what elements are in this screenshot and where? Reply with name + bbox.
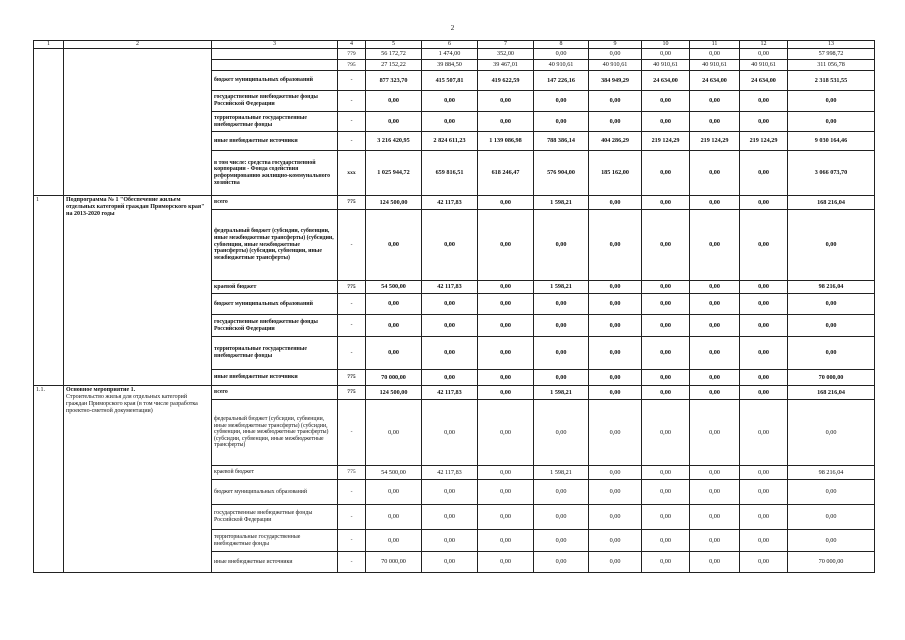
year-value-cell: 24 634,00 xyxy=(642,71,690,91)
column-number-header: 7 xyxy=(478,41,534,49)
year-value-cell: 56 172,72 xyxy=(366,49,422,60)
column-number-header: 12 xyxy=(740,41,788,49)
year-value-cell: 0,00 xyxy=(478,552,534,573)
budget-code-cell: 779 xyxy=(338,49,366,60)
year-value-cell: 0,00 xyxy=(690,281,740,294)
budget-code-cell: 775 xyxy=(338,281,366,294)
year-value-cell: 40 910,61 xyxy=(589,60,642,71)
funding-source-cell: всего xyxy=(212,386,338,400)
year-value-cell: 1 139 086,98 xyxy=(478,132,534,151)
budget-code-cell: 775 xyxy=(338,466,366,480)
column-number-header: 5 xyxy=(366,41,422,49)
year-value-cell: 124 500,00 xyxy=(366,386,422,400)
year-value-cell: 1 025 944,72 xyxy=(366,151,422,196)
year-value-cell: 0,00 xyxy=(478,91,534,112)
year-value-cell: 1 474,00 xyxy=(422,49,478,60)
year-value-cell: 0,00 xyxy=(740,400,788,466)
year-value-cell: 0,00 xyxy=(690,196,740,210)
funding-source-cell: всего xyxy=(212,196,338,210)
total-value-cell: 57 998,72 xyxy=(788,49,875,60)
year-value-cell: 0,00 xyxy=(589,400,642,466)
total-value-cell: 98 216,04 xyxy=(788,466,875,480)
year-value-cell: 70 000,00 xyxy=(366,552,422,573)
column-number-header: 13 xyxy=(788,41,875,49)
year-value-cell: 415 507,81 xyxy=(422,71,478,91)
year-value-cell: 0,00 xyxy=(690,466,740,480)
year-value-cell: 0,00 xyxy=(366,315,422,337)
year-value-cell: 0,00 xyxy=(642,281,690,294)
year-value-cell: 42 117,83 xyxy=(422,196,478,210)
year-value-cell: 0,00 xyxy=(740,196,788,210)
column-number-header: 8 xyxy=(534,41,589,49)
year-value-cell: 0,00 xyxy=(422,210,478,281)
year-value-cell: 1 598,21 xyxy=(534,466,589,480)
year-value-cell: 0,00 xyxy=(478,530,534,552)
year-value-cell: 0,00 xyxy=(690,386,740,400)
budget-code-cell: - xyxy=(338,71,366,91)
year-value-cell: 0,00 xyxy=(690,337,740,370)
budget-table-body xyxy=(34,41,875,573)
total-value-cell: 98 216,04 xyxy=(788,281,875,294)
year-value-cell: 0,00 xyxy=(740,370,788,386)
total-value-cell: 0,00 xyxy=(788,294,875,315)
year-value-cell: 0,00 xyxy=(589,112,642,132)
year-value-cell: 0,00 xyxy=(589,210,642,281)
funding-source-cell: государственные внебюджетные фонды Российской Федерации xyxy=(212,315,338,337)
column-number-header: 3 xyxy=(212,41,338,49)
funding-source-cell xyxy=(212,60,338,71)
budget-code-cell: 775 xyxy=(338,370,366,386)
year-value-cell: 0,00 xyxy=(690,370,740,386)
year-value-cell: 0,00 xyxy=(422,315,478,337)
year-value-cell: 0,00 xyxy=(589,49,642,60)
funding-source-cell: бюджет муниципальных образований xyxy=(212,294,338,315)
year-value-cell: 0,00 xyxy=(642,337,690,370)
year-value-cell: 0,00 xyxy=(642,505,690,530)
total-value-cell: 0,00 xyxy=(788,530,875,552)
program-name-cell xyxy=(64,386,212,573)
year-value-cell: 788 386,14 xyxy=(534,132,589,151)
year-value-cell: 0,00 xyxy=(534,530,589,552)
year-value-cell: 0,00 xyxy=(478,337,534,370)
year-value-cell: 0,00 xyxy=(422,552,478,573)
total-value-cell: 0,00 xyxy=(788,91,875,112)
year-value-cell: 0,00 xyxy=(589,466,642,480)
year-value-cell: 0,00 xyxy=(478,480,534,505)
column-number-header: 4 xyxy=(338,41,366,49)
year-value-cell: 0,00 xyxy=(642,91,690,112)
year-value-cell: 40 910,61 xyxy=(534,60,589,71)
year-value-cell: 0,00 xyxy=(534,480,589,505)
budget-code-cell: - xyxy=(338,210,366,281)
year-value-cell: 40 910,61 xyxy=(642,60,690,71)
year-value-cell: 0,00 xyxy=(740,294,788,315)
year-value-cell: 0,00 xyxy=(534,91,589,112)
column-number-header: 2 xyxy=(64,41,212,49)
total-value-cell: 0,00 xyxy=(788,210,875,281)
funding-source-cell: территориальные государственные внебюджетные фонды xyxy=(212,112,338,132)
year-value-cell: 0,00 xyxy=(642,112,690,132)
year-value-cell: 2 824 611,23 xyxy=(422,132,478,151)
funding-source-cell: территориальные государственные внебюджетные фонды xyxy=(212,530,338,552)
year-value-cell: 0,00 xyxy=(478,370,534,386)
year-value-cell: 0,00 xyxy=(589,480,642,505)
year-value-cell: 0,00 xyxy=(366,505,422,530)
total-value-cell: 311 056,78 xyxy=(788,60,875,71)
funding-source-cell: государственные внебюджетные фонды Российской Федерации xyxy=(212,91,338,112)
year-value-cell: 0,00 xyxy=(642,400,690,466)
year-value-cell: 0,00 xyxy=(690,530,740,552)
year-value-cell: 0,00 xyxy=(740,91,788,112)
year-value-cell: 39 467,01 xyxy=(478,60,534,71)
program-name-cell xyxy=(64,49,212,196)
year-value-cell: 0,00 xyxy=(642,386,690,400)
total-value-cell: 9 030 164,46 xyxy=(788,132,875,151)
year-value-cell: 0,00 xyxy=(534,552,589,573)
year-value-cell: 0,00 xyxy=(478,315,534,337)
funding-source-cell: иные внебюджетные источники xyxy=(212,552,338,573)
total-value-cell: 70 000,00 xyxy=(788,370,875,386)
year-value-cell: 0,00 xyxy=(740,151,788,196)
row-index-cell xyxy=(34,49,64,196)
year-value-cell: 0,00 xyxy=(422,337,478,370)
year-value-cell: 0,00 xyxy=(642,530,690,552)
budget-code-cell: - xyxy=(338,505,366,530)
year-value-cell: 54 500,00 xyxy=(366,466,422,480)
funding-source-cell: краевой бюджет xyxy=(212,466,338,480)
funding-source-cell: иные внебюджетные источники xyxy=(212,370,338,386)
year-value-cell: 0,00 xyxy=(478,196,534,210)
program-title: Подпрограмма № 1 "Обеспечение жильем отдельных категорий граждан Приморского края" на 2013-2020 годы xyxy=(66,197,205,217)
year-value-cell: 1 598,21 xyxy=(534,281,589,294)
year-value-cell: 40 910,61 xyxy=(690,60,740,71)
year-value-cell: 0,00 xyxy=(642,315,690,337)
year-value-cell: 0,00 xyxy=(642,552,690,573)
year-value-cell: 659 816,51 xyxy=(422,151,478,196)
funding-source-cell xyxy=(212,49,338,60)
funding-source-cell: бюджет муниципальных образований xyxy=(212,71,338,91)
year-value-cell: 0,00 xyxy=(642,49,690,60)
table-row xyxy=(34,386,875,400)
year-value-cell: 0,00 xyxy=(366,337,422,370)
total-value-cell: 0,00 xyxy=(788,315,875,337)
year-value-cell: 0,00 xyxy=(589,294,642,315)
year-value-cell: 0,00 xyxy=(366,530,422,552)
year-value-cell: 0,00 xyxy=(589,91,642,112)
budget-code-cell: 795 xyxy=(338,60,366,71)
year-value-cell: 0,00 xyxy=(740,505,788,530)
budget-table xyxy=(33,40,875,573)
funding-source-cell: федеральный бюджет (субсидии, субвенции, иные межбюджетные трансферты) (субсидии, субвенции, иные межбюджетные трансферты) (субсидии, субвенции, иные межбюджетные трансферты) xyxy=(212,210,338,281)
year-value-cell: 24 634,00 xyxy=(690,71,740,91)
year-value-cell: 0,00 xyxy=(478,294,534,315)
year-value-cell: 0,00 xyxy=(642,480,690,505)
year-value-cell: 0,00 xyxy=(690,151,740,196)
total-value-cell: 0,00 xyxy=(788,505,875,530)
year-value-cell: 0,00 xyxy=(690,210,740,281)
year-value-cell: 0,00 xyxy=(589,337,642,370)
year-value-cell: 0,00 xyxy=(690,552,740,573)
year-value-cell: 0,00 xyxy=(589,386,642,400)
year-value-cell: 0,00 xyxy=(422,400,478,466)
year-value-cell: 0,00 xyxy=(740,386,788,400)
year-value-cell: 0,00 xyxy=(740,210,788,281)
budget-code-cell: - xyxy=(338,400,366,466)
year-value-cell: 0,00 xyxy=(690,505,740,530)
year-value-cell: 0,00 xyxy=(690,91,740,112)
funding-source-cell: иные внебюджетные источники xyxy=(212,132,338,151)
year-value-cell: 0,00 xyxy=(740,281,788,294)
year-value-cell: 0,00 xyxy=(690,400,740,466)
budget-code-cell: - xyxy=(338,530,366,552)
year-value-cell: 42 117,83 xyxy=(422,466,478,480)
year-value-cell: 419 622,59 xyxy=(478,71,534,91)
program-name-cell xyxy=(64,196,212,386)
budget-code-cell: - xyxy=(338,294,366,315)
year-value-cell: 0,00 xyxy=(422,294,478,315)
year-value-cell: 0,00 xyxy=(478,112,534,132)
year-value-cell: 0,00 xyxy=(366,294,422,315)
year-value-cell: 42 117,83 xyxy=(422,281,478,294)
total-value-cell: 2 318 531,55 xyxy=(788,71,875,91)
funding-source-cell: государственные внебюджетные фонды Российской Федерации xyxy=(212,505,338,530)
year-value-cell: 0,00 xyxy=(642,151,690,196)
year-value-cell: 0,00 xyxy=(740,480,788,505)
year-value-cell: 1 598,21 xyxy=(534,386,589,400)
year-value-cell: 147 226,16 xyxy=(534,71,589,91)
year-value-cell: 0,00 xyxy=(478,386,534,400)
year-value-cell: 0,00 xyxy=(642,210,690,281)
year-value-cell: 0,00 xyxy=(422,112,478,132)
column-number-header: 10 xyxy=(642,41,690,49)
year-value-cell: 0,00 xyxy=(589,530,642,552)
measure-heading: Основное мероприятие 1. xyxy=(66,387,136,393)
year-value-cell: 0,00 xyxy=(534,400,589,466)
year-value-cell: 0,00 xyxy=(366,112,422,132)
budget-code-cell: - xyxy=(338,91,366,112)
year-value-cell: 0,00 xyxy=(534,315,589,337)
column-number-header: 9 xyxy=(589,41,642,49)
year-value-cell: 0,00 xyxy=(422,530,478,552)
year-value-cell: 42 117,83 xyxy=(422,386,478,400)
year-value-cell: 219 124,29 xyxy=(642,132,690,151)
year-value-cell: 0,00 xyxy=(366,210,422,281)
year-value-cell: 0,00 xyxy=(534,370,589,386)
year-value-cell: 0,00 xyxy=(478,400,534,466)
year-value-cell: 0,00 xyxy=(534,49,589,60)
column-number-header: 1 xyxy=(34,41,64,49)
year-value-cell: 0,00 xyxy=(478,466,534,480)
year-value-cell: 0,00 xyxy=(690,112,740,132)
year-value-cell: 0,00 xyxy=(589,281,642,294)
budget-code-cell: - xyxy=(338,337,366,370)
year-value-cell: 0,00 xyxy=(366,91,422,112)
year-value-cell: 27 152,22 xyxy=(366,60,422,71)
table-row xyxy=(34,49,875,60)
total-value-cell: 0,00 xyxy=(788,400,875,466)
year-value-cell: 384 949,29 xyxy=(589,71,642,91)
year-value-cell: 404 286,29 xyxy=(589,132,642,151)
year-value-cell: 54 500,00 xyxy=(366,281,422,294)
column-number-header: 11 xyxy=(690,41,740,49)
year-value-cell: 0,00 xyxy=(422,91,478,112)
year-value-cell: 0,00 xyxy=(690,49,740,60)
budget-code-cell: - xyxy=(338,112,366,132)
year-value-cell: 0,00 xyxy=(534,337,589,370)
year-value-cell: 0,00 xyxy=(422,480,478,505)
program-title: Строительство жилья для отдельных категорий граждан Приморского края (в том числе разработка проектно-сметной документации) xyxy=(66,393,198,414)
year-value-cell: 0,00 xyxy=(690,294,740,315)
year-value-cell: 0,00 xyxy=(478,505,534,530)
year-value-cell: 0,00 xyxy=(740,552,788,573)
year-value-cell: 0,00 xyxy=(422,370,478,386)
budget-code-cell: 775 xyxy=(338,386,366,400)
year-value-cell: 0,00 xyxy=(690,315,740,337)
funding-source-cell: в том числе: средства государственной корпорации - Фонда содействия реформированию жилищно-коммунального хозяйства xyxy=(212,151,338,196)
year-value-cell: 0,00 xyxy=(366,480,422,505)
page-number: 2 xyxy=(450,24,455,32)
year-value-cell: 39 884,50 xyxy=(422,60,478,71)
year-value-cell: 0,00 xyxy=(740,530,788,552)
funding-source-cell: краевой бюджет xyxy=(212,281,338,294)
funding-source-cell: территориальные государственные внебюджетные фонды xyxy=(212,337,338,370)
total-value-cell: 3 066 073,70 xyxy=(788,151,875,196)
year-value-cell: 0,00 xyxy=(740,315,788,337)
year-value-cell: 0,00 xyxy=(589,315,642,337)
year-value-cell: 0,00 xyxy=(534,294,589,315)
year-value-cell: 352,00 xyxy=(478,49,534,60)
year-value-cell: 0,00 xyxy=(366,400,422,466)
year-value-cell: 0,00 xyxy=(642,294,690,315)
column-number-row xyxy=(34,41,875,49)
total-value-cell: 0,00 xyxy=(788,480,875,505)
year-value-cell: 0,00 xyxy=(740,466,788,480)
total-value-cell: 0,00 xyxy=(788,337,875,370)
year-value-cell: 70 000,00 xyxy=(366,370,422,386)
total-value-cell: 70 000,00 xyxy=(788,552,875,573)
column-number-header: 6 xyxy=(422,41,478,49)
funding-source-cell: федеральный бюджет (субсидии, субвенции, иные межбюджетные трансферты) (субсидии, субвенции, иные межбюджетные трансферты) (субсидии, субвенции, иные межбюджетные трансферты) xyxy=(212,400,338,466)
total-value-cell: 168 216,04 xyxy=(788,196,875,210)
budget-code-cell: 775 xyxy=(338,196,366,210)
year-value-cell: 0,00 xyxy=(642,370,690,386)
year-value-cell: 219 124,29 xyxy=(740,132,788,151)
year-value-cell: 0,00 xyxy=(589,505,642,530)
table-row xyxy=(34,196,875,210)
row-index-cell: 1 xyxy=(34,196,64,386)
year-value-cell: 219 124,29 xyxy=(690,132,740,151)
year-value-cell: 0,00 xyxy=(740,112,788,132)
year-value-cell: 0,00 xyxy=(589,196,642,210)
year-value-cell: 40 910,61 xyxy=(740,60,788,71)
year-value-cell: 0,00 xyxy=(534,210,589,281)
year-value-cell: 3 216 420,95 xyxy=(366,132,422,151)
year-value-cell: 0,00 xyxy=(740,337,788,370)
budget-code-cell: - xyxy=(338,315,366,337)
year-value-cell: 877 323,70 xyxy=(366,71,422,91)
year-value-cell: 0,00 xyxy=(589,552,642,573)
year-value-cell: 0,00 xyxy=(422,505,478,530)
year-value-cell: 0,00 xyxy=(478,281,534,294)
year-value-cell: 0,00 xyxy=(534,112,589,132)
year-value-cell: 0,00 xyxy=(589,370,642,386)
year-value-cell: 24 634,00 xyxy=(740,71,788,91)
year-value-cell: 0,00 xyxy=(740,49,788,60)
budget-code-cell: - xyxy=(338,132,366,151)
row-index-cell: 1.1. xyxy=(34,386,64,573)
budget-code-cell: - xyxy=(338,552,366,573)
total-value-cell: 168 216,04 xyxy=(788,386,875,400)
year-value-cell: 185 162,00 xyxy=(589,151,642,196)
year-value-cell: 0,00 xyxy=(642,466,690,480)
year-value-cell: 618 246,47 xyxy=(478,151,534,196)
year-value-cell: 124 500,00 xyxy=(366,196,422,210)
year-value-cell: 0,00 xyxy=(478,210,534,281)
year-value-cell: 0,00 xyxy=(690,480,740,505)
year-value-cell: 1 598,21 xyxy=(534,196,589,210)
funding-source-cell: бюджет муниципальных образований xyxy=(212,480,338,505)
year-value-cell: 0,00 xyxy=(534,505,589,530)
year-value-cell: 576 904,00 xyxy=(534,151,589,196)
year-value-cell: 0,00 xyxy=(642,196,690,210)
total-value-cell: 0,00 xyxy=(788,112,875,132)
budget-code-cell: ххх xyxy=(338,151,366,196)
budget-code-cell: - xyxy=(338,480,366,505)
